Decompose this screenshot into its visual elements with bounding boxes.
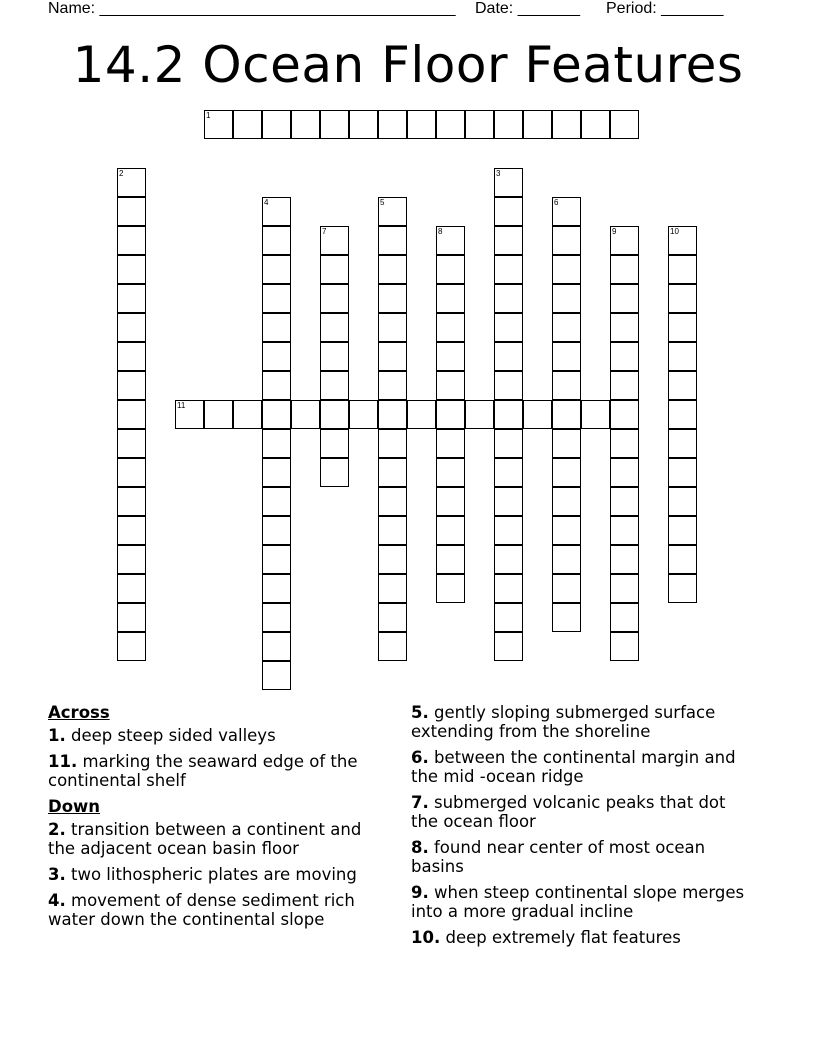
clue-number: 11.: [48, 752, 78, 771]
crossword-cell[interactable]: [668, 226, 697, 255]
crossword-cell[interactable]: [378, 574, 407, 603]
crossword-cell[interactable]: [610, 545, 639, 574]
crossword-cell[interactable]: [378, 516, 407, 545]
crossword-cell[interactable]: [465, 110, 494, 139]
crossword-cell[interactable]: [436, 342, 465, 371]
crossword-cell[interactable]: [610, 342, 639, 371]
crossword-cell[interactable]: [204, 110, 233, 139]
crossword-cell[interactable]: [320, 284, 349, 313]
crossword-cell[interactable]: [494, 429, 523, 458]
crossword-cell[interactable]: [436, 110, 465, 139]
crossword-cell[interactable]: [291, 400, 320, 429]
crossword-cell[interactable]: [349, 400, 378, 429]
crossword-cell[interactable]: [320, 255, 349, 284]
crossword-cell[interactable]: [610, 284, 639, 313]
clue-down-5: [411, 703, 756, 741]
date-field-label[interactable]: Date: _______: [475, 0, 580, 17]
crossword-cell[interactable]: [610, 632, 639, 661]
crossword-cell[interactable]: [117, 313, 146, 342]
crossword-cell[interactable]: [117, 516, 146, 545]
crossword-cell[interactable]: [552, 574, 581, 603]
clue-number: 8.: [411, 838, 429, 857]
crossword-cell[interactable]: [117, 168, 146, 197]
crossword-cell[interactable]: [552, 545, 581, 574]
crossword-cell[interactable]: [204, 400, 233, 429]
crossword-cell[interactable]: [668, 400, 697, 429]
clue-text: between the continental margin and the mid -ocean ridge: [411, 748, 736, 786]
crossword-cell[interactable]: [494, 313, 523, 342]
clue-number: 9.: [411, 883, 429, 902]
crossword-cell[interactable]: [610, 516, 639, 545]
clue-number: 3.: [48, 865, 66, 884]
crossword-cell[interactable]: [610, 226, 639, 255]
crossword-cell[interactable]: [668, 516, 697, 545]
crossword-cell[interactable]: [378, 342, 407, 371]
page-title: 14.2 Ocean Floor Features: [72, 36, 744, 94]
crossword-cell[interactable]: [552, 516, 581, 545]
crossword-cell[interactable]: [668, 342, 697, 371]
clue-down-4: [48, 891, 393, 929]
crossword-cell[interactable]: [378, 458, 407, 487]
crossword-cell[interactable]: [668, 284, 697, 313]
clues-left-column: [48, 703, 393, 936]
crossword-cell[interactable]: [233, 400, 262, 429]
crossword-cell[interactable]: [349, 110, 378, 139]
cell-number: 4: [264, 198, 269, 207]
clue-number: 1.: [48, 726, 66, 745]
crossword-cell[interactable]: [117, 400, 146, 429]
crossword-cell[interactable]: [465, 400, 494, 429]
cell-number: 10: [670, 227, 679, 236]
crossword-cell[interactable]: [117, 603, 146, 632]
cell-number: 7: [322, 227, 327, 236]
crossword-cell[interactable]: [436, 255, 465, 284]
clue-number: 2.: [48, 820, 66, 839]
clue-number: 7.: [411, 793, 429, 812]
crossword-cell[interactable]: [494, 284, 523, 313]
crossword-cell[interactable]: [407, 110, 436, 139]
crossword-cell[interactable]: [378, 255, 407, 284]
crossword-cell[interactable]: [262, 545, 291, 574]
crossword-cell[interactable]: [436, 574, 465, 603]
crossword-cell[interactable]: [378, 284, 407, 313]
crossword-cell[interactable]: [262, 400, 291, 429]
crossword-cell[interactable]: [668, 458, 697, 487]
crossword-cell[interactable]: [436, 487, 465, 516]
crossword-cell[interactable]: [552, 226, 581, 255]
clue-number: 4.: [48, 891, 66, 910]
clue-down-6: [411, 748, 756, 786]
cell-number: 8: [438, 227, 443, 236]
crossword-cell[interactable]: [668, 255, 697, 284]
crossword-cell[interactable]: [291, 110, 320, 139]
crossword-cell[interactable]: [262, 574, 291, 603]
crossword-cell[interactable]: [117, 545, 146, 574]
crossword-cell[interactable]: [320, 313, 349, 342]
crossword-cell[interactable]: [117, 197, 146, 226]
crossword-cell[interactable]: [610, 400, 639, 429]
crossword-cell[interactable]: [494, 371, 523, 400]
period-field-label[interactable]: Period: _______: [606, 0, 724, 17]
crossword-cell[interactable]: [320, 400, 349, 429]
crossword-cell[interactable]: [494, 516, 523, 545]
crossword-cell[interactable]: [581, 110, 610, 139]
clue-number: 5.: [411, 703, 429, 722]
crossword-cell[interactable]: [320, 429, 349, 458]
clue-down-3: [48, 865, 393, 884]
cell-number: 9: [612, 227, 617, 236]
crossword-cell[interactable]: [117, 487, 146, 516]
crossword-cell[interactable]: [262, 603, 291, 632]
crossword-cell[interactable]: [320, 226, 349, 255]
crossword-cell[interactable]: [668, 487, 697, 516]
crossword-cell[interactable]: [320, 458, 349, 487]
crossword-cell[interactable]: [668, 371, 697, 400]
crossword-cell[interactable]: [262, 342, 291, 371]
crossword-cell[interactable]: [552, 255, 581, 284]
crossword-cell[interactable]: [610, 487, 639, 516]
crossword-cell[interactable]: [552, 197, 581, 226]
crossword-cell[interactable]: [117, 371, 146, 400]
crossword-cell[interactable]: [117, 255, 146, 284]
clue-down-8: [411, 838, 756, 876]
crossword-cell[interactable]: [552, 313, 581, 342]
cell-number: 1: [206, 111, 211, 120]
clue-number: 10.: [411, 928, 441, 947]
crossword-cell[interactable]: [494, 632, 523, 661]
crossword-cell[interactable]: [262, 313, 291, 342]
clue-number: 6.: [411, 748, 429, 767]
crossword-cell[interactable]: [494, 110, 523, 139]
clue-text: when steep continental slope merges into a more gradual incline: [411, 883, 745, 921]
crossword-cell[interactable]: [552, 400, 581, 429]
crossword-cell[interactable]: [262, 458, 291, 487]
crossword-cell[interactable]: [436, 371, 465, 400]
crossword-cell[interactable]: [610, 110, 639, 139]
crossword-cell[interactable]: [378, 371, 407, 400]
cell-number: 5: [380, 198, 385, 207]
crossword-cell[interactable]: [378, 632, 407, 661]
crossword-cell[interactable]: [378, 487, 407, 516]
crossword-cell[interactable]: [552, 429, 581, 458]
clues-right-column: [411, 703, 756, 954]
crossword-cell[interactable]: [117, 458, 146, 487]
crossword-cell[interactable]: [117, 632, 146, 661]
crossword-cell[interactable]: [552, 458, 581, 487]
crossword-cell[interactable]: [494, 226, 523, 255]
cell-number: 11: [177, 401, 186, 410]
name-field-label[interactable]: Name: ________________________________________: [48, 0, 456, 17]
crossword-cell[interactable]: [668, 545, 697, 574]
crossword-cell[interactable]: [610, 574, 639, 603]
crossword-cell[interactable]: [262, 284, 291, 313]
crossword-cell[interactable]: [581, 400, 610, 429]
crossword-cell[interactable]: [262, 197, 291, 226]
clue-text: gently sloping submerged surface extending from the shoreline: [411, 703, 716, 741]
crossword-cell[interactable]: [117, 342, 146, 371]
crossword-cell[interactable]: [610, 458, 639, 487]
crossword-cell[interactable]: [262, 226, 291, 255]
crossword-cell[interactable]: [494, 168, 523, 197]
crossword-cell[interactable]: [436, 458, 465, 487]
crossword-cell[interactable]: [552, 603, 581, 632]
cell-number: 3: [496, 169, 501, 178]
crossword-cell[interactable]: [494, 574, 523, 603]
clue-text: found near center of most ocean basins: [411, 838, 706, 876]
crossword-cell[interactable]: [378, 226, 407, 255]
crossword-cell[interactable]: [610, 603, 639, 632]
crossword-cell[interactable]: [436, 516, 465, 545]
crossword-cell[interactable]: [436, 284, 465, 313]
clue-text: marking the seaward edge of the continental shelf: [48, 752, 358, 790]
crossword-cell[interactable]: [262, 632, 291, 661]
crossword-cell[interactable]: [233, 110, 262, 139]
crossword-cell[interactable]: [610, 313, 639, 342]
across-heading: Across: [48, 703, 110, 722]
clue-down-9: [411, 883, 756, 921]
crossword-cell[interactable]: [610, 255, 639, 284]
clue-across-11: [48, 752, 393, 790]
crossword-cell[interactable]: [262, 110, 291, 139]
crossword-cell[interactable]: [175, 400, 204, 429]
crossword-cell[interactable]: [610, 429, 639, 458]
cell-number: 2: [119, 169, 124, 178]
clue-text: deep extremely flat features: [445, 928, 681, 947]
crossword-cell[interactable]: [552, 110, 581, 139]
crossword-cell[interactable]: [262, 371, 291, 400]
crossword-cell[interactable]: [117, 284, 146, 313]
crossword-cell[interactable]: [320, 342, 349, 371]
crossword-cell[interactable]: [436, 313, 465, 342]
crossword-cell[interactable]: [436, 429, 465, 458]
crossword-cell[interactable]: [523, 110, 552, 139]
clue-down-2: [48, 820, 393, 858]
crossword-cell[interactable]: [552, 371, 581, 400]
crossword-cell[interactable]: [117, 226, 146, 255]
crossword-cell[interactable]: [262, 429, 291, 458]
crossword-cell[interactable]: [552, 342, 581, 371]
crossword-cell[interactable]: [668, 574, 697, 603]
crossword-cell[interactable]: [494, 400, 523, 429]
crossword-cell[interactable]: [378, 603, 407, 632]
clue-down-7: [411, 793, 756, 831]
crossword-cell[interactable]: [378, 313, 407, 342]
crossword-cell[interactable]: [320, 110, 349, 139]
crossword-cell[interactable]: [117, 574, 146, 603]
crossword-cell[interactable]: [378, 110, 407, 139]
clue-down-10: [411, 928, 756, 947]
crossword-cell[interactable]: [494, 197, 523, 226]
clue-text: two lithospheric plates are moving: [71, 865, 357, 884]
crossword-cell[interactable]: [436, 400, 465, 429]
crossword-cell[interactable]: [378, 429, 407, 458]
down-heading: Down: [48, 797, 101, 816]
crossword-cell[interactable]: [378, 545, 407, 574]
crossword-cell[interactable]: [494, 545, 523, 574]
crossword-cell[interactable]: [262, 661, 291, 690]
crossword-cell[interactable]: [320, 371, 349, 400]
clue-text: movement of dense sediment rich water down the continental slope: [48, 891, 355, 929]
crossword-cell[interactable]: [494, 603, 523, 632]
crossword-cell[interactable]: [494, 255, 523, 284]
clue-text: deep steep sided valleys: [71, 726, 276, 745]
cell-number: 6: [554, 198, 559, 207]
crossword-cell[interactable]: [668, 429, 697, 458]
crossword-cell[interactable]: [436, 545, 465, 574]
clue-text: transition between a continent and the adjacent ocean basin floor: [48, 820, 362, 858]
crossword-cell[interactable]: [262, 516, 291, 545]
crossword-cell[interactable]: [436, 226, 465, 255]
crossword-cell[interactable]: [494, 342, 523, 371]
crossword-cell[interactable]: [117, 429, 146, 458]
crossword-cell[interactable]: [494, 458, 523, 487]
crossword-cell[interactable]: [378, 400, 407, 429]
crossword-cell[interactable]: [610, 371, 639, 400]
crossword-cell[interactable]: [407, 400, 436, 429]
clue-across-1: [48, 726, 393, 745]
crossword-cell[interactable]: [668, 313, 697, 342]
crossword-cell[interactable]: [552, 284, 581, 313]
crossword-cell[interactable]: [262, 487, 291, 516]
crossword-cell[interactable]: [523, 400, 552, 429]
crossword-cell[interactable]: [378, 197, 407, 226]
crossword-cell[interactable]: [552, 487, 581, 516]
clue-text: submerged volcanic peaks that dot the ocean floor: [411, 793, 726, 831]
crossword-cell[interactable]: [494, 487, 523, 516]
crossword-cell[interactable]: [262, 255, 291, 284]
